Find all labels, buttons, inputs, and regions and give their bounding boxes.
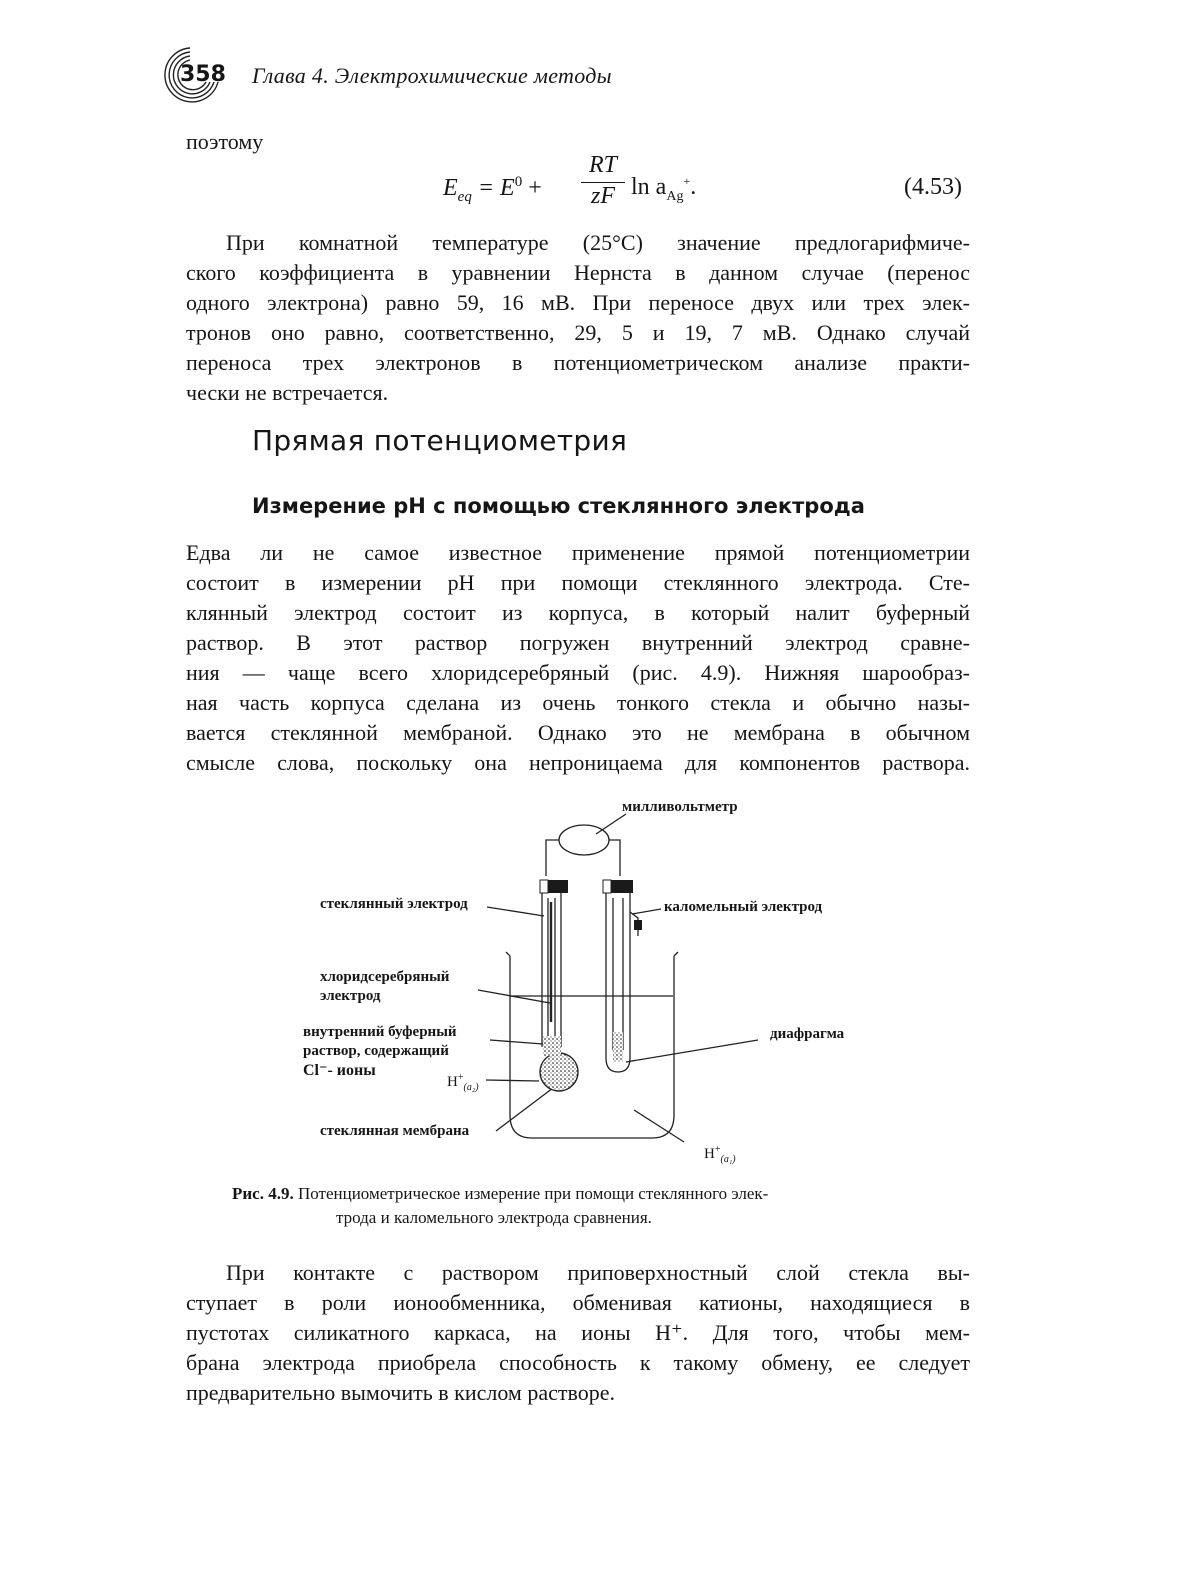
- page-number: 358: [180, 62, 226, 87]
- label-h-inner: $H^+_{(a_2)}$: [447, 1072, 479, 1093]
- label-millivoltmeter: милливольтметр: [622, 799, 738, 815]
- equation-fraction: RT zF: [581, 152, 625, 210]
- label-internal-buffer: внутренний буферный раствор, содержащий Cl⁻- ионы: [303, 1024, 457, 1079]
- label-diaphragm: диафрагма: [770, 1026, 845, 1042]
- label-glass-membrane: стеклянная мембрана: [320, 1123, 470, 1139]
- figure-caption: Рис. 4.9. Потенциометрическое измерение при помощи стеклянного элек- трода и каломельного электрода сравнения.: [232, 1184, 769, 1227]
- figure-4-9: [300, 790, 870, 1175]
- glass-membrane-bulb: [540, 1053, 578, 1091]
- equation-log-term: $\ln a_{Ag}^+$.: [631, 174, 697, 204]
- label-glass-electrode: стеклянный электрод: [320, 896, 468, 912]
- millivoltmeter-icon: [559, 825, 609, 855]
- subsection-heading: Измерение pH с помощью стеклянного электрода: [252, 494, 865, 518]
- label-calomel-electrode: каломельный электрод: [664, 899, 823, 915]
- beaker: [510, 956, 674, 1138]
- intro-word: поэтому: [186, 129, 264, 154]
- section-heading: Прямая потенциометрия: [252, 424, 628, 457]
- equation-4-53: [443, 152, 733, 222]
- equation-number: (4.53): [904, 174, 962, 200]
- label-h-outer: $H^+_{(a_1)}$: [704, 1144, 736, 1165]
- label-silver-chloride: хлоридсеребряный электрод: [320, 969, 450, 1004]
- equation-lhs: $E_{eq} = E^0$ +: [443, 174, 542, 205]
- book-page: 358 Глава 4. Электрохимические методы поэтому $E_{eq} = E^0$ + RT zF $\ln a_{Ag}^+$. (4.53) При комнатной температуре (25°C) значение предлогарифмиче- ского коэффициента в уравнении Нернста в данном случае (перенос одного электрона) равно 59, 16 мВ. При переносе двух или трех элек- тронов оно равно, соответственно, 29, 5 и 19, 7 мВ. Однако случай переноса трех электронов в потенциометрическом анализе практи- чески не встречается. Прямая потенциометрия Измерение pH с помощью стеклянного электрода Едва ли не самое известное применение прямой потенциометрии состоит в измерении pH при помощи стеклянного электрода. Сте- клянный электрод состоит из корпуса, в который налит буферный раствор. В этот раствор погружен внутренний электрод сравне- ния — чаще всего хлоридсеребряный (рис. 4.9). Нижняя шарообраз- ная часть корпуса сделана из очень тонкого стекла и обычно назы- вается стеклянной мембраной. Однако это не мембрана в обычном смысле слова, поскольку она непроницаема для компонентов раствора. милливольтметр стеклянный электрод каломельный электрод хлоридсеребряный электрод внутренний буферный раствор, содержащий Cl⁻- ионы $H^+_{(a_2)}$ диафрагма стеклянная мембрана $H^+_{(a_1)}$ Рис. 4.9. Потенциометрическое измерение при помощи стеклянного элек- трода и каломельного электрода сравнения. При контакте с раствором приповерхностный слой стекла вы- ступает в роли ионообменника, обменивая катионы, находящиеся в пустотах силикатного каркаса, на ионы H⁺. Для того, чтобы мем- брана электрода приобрела способность к такому обмену, ее следует предварительно вымочить в кислом растворе.: [0, 0, 1190, 1588]
- running-header: Глава 4. Электрохимические методы: [252, 63, 612, 88]
